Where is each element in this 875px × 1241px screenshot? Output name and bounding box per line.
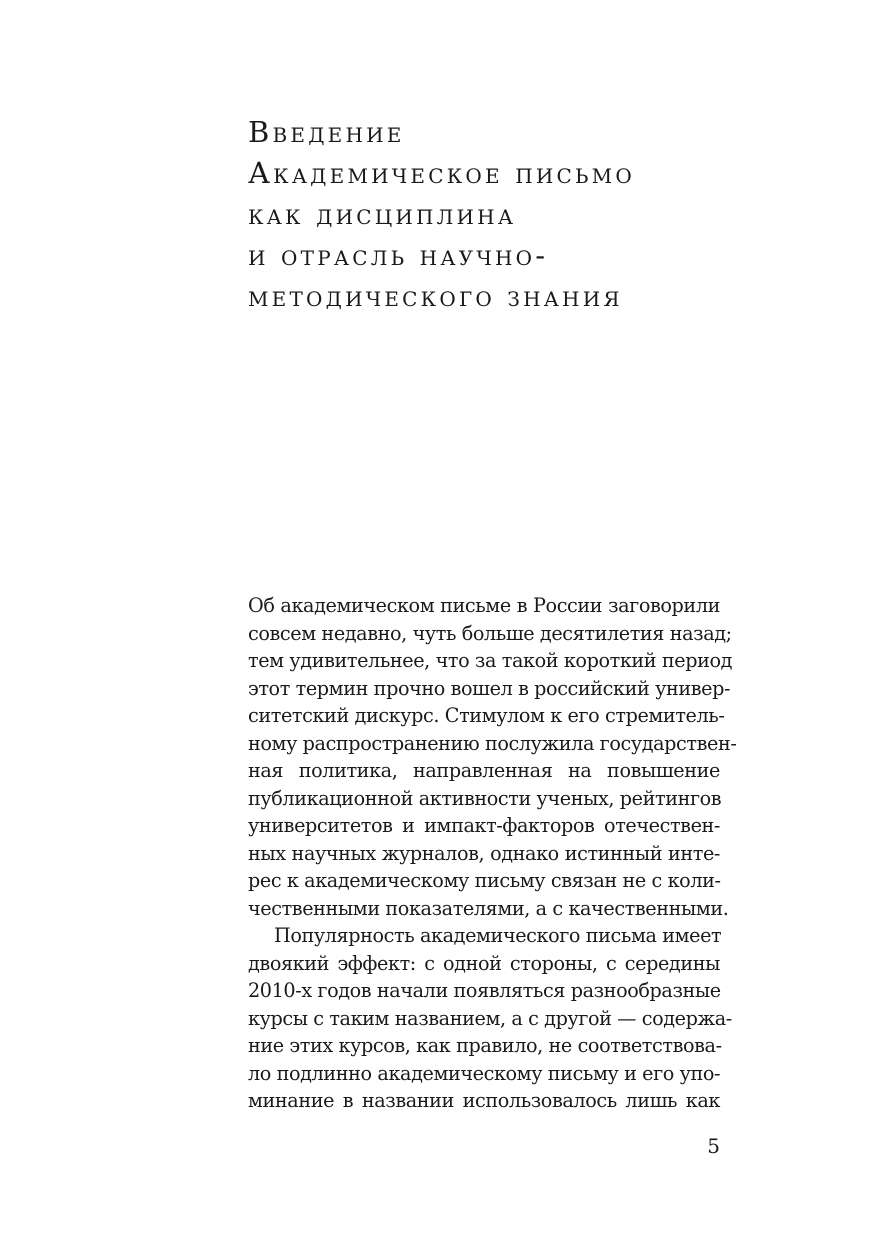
body-text <box>248 592 737 1115</box>
text-line: ситетский дискурс. Стимулом к его стремитель- <box>248 704 725 727</box>
text-line: публикационной активности ученых, рейтингов <box>248 786 722 810</box>
paragraph <box>248 592 737 922</box>
text-line: двоякий эффект: с одной стороны, с середины <box>248 951 720 975</box>
text-line: курсы с таким названием, а с другой — содержа- <box>248 1006 732 1030</box>
chapter-title-line: методического знания <box>248 279 623 313</box>
text-line: тем удивительнее, что за такой короткий период <box>248 649 733 672</box>
paragraph <box>248 922 732 1115</box>
text-line: ному распространению послужила государствен- <box>248 731 737 755</box>
chapter-title-line: Введение <box>248 115 405 149</box>
chapter-title-line: как дисциплина <box>248 197 517 231</box>
text-line: университетов и импакт-факторов отечествен- <box>248 814 720 837</box>
text-line: ная политика, направленная на повышение <box>248 759 720 782</box>
text-line: чественными показателями, а с качественными. <box>248 896 729 920</box>
text-line: минание в названии использовалось лишь как <box>248 1089 720 1112</box>
chapter-title-line: и отрасль научно- <box>248 238 549 272</box>
text-line: ных научных журналов, однако истинный инте- <box>248 841 720 865</box>
text-line: совсем недавно, чуть больше десятилетия назад; <box>248 621 732 645</box>
text-line: рес к академическому письму связан не с коли- <box>248 869 721 892</box>
chapter-title-line: Академическое письмо <box>248 156 635 190</box>
text-line: Об академическом письме в России заговорили <box>248 594 720 617</box>
text-line: ние этих курсов, как правило, не соответствова- <box>248 1034 722 1057</box>
chapter-title <box>248 112 768 317</box>
text-line: этот термин прочно вошел в российский универ- <box>248 676 731 700</box>
page-number: 5 <box>707 1134 720 1158</box>
text-line: ло подлинно академическому письму и его упо- <box>248 1061 721 1085</box>
text-line: Популярность академического письма имеет <box>274 924 722 947</box>
text-line: 2010-х годов начали появляться разнообразные <box>248 979 721 1002</box>
